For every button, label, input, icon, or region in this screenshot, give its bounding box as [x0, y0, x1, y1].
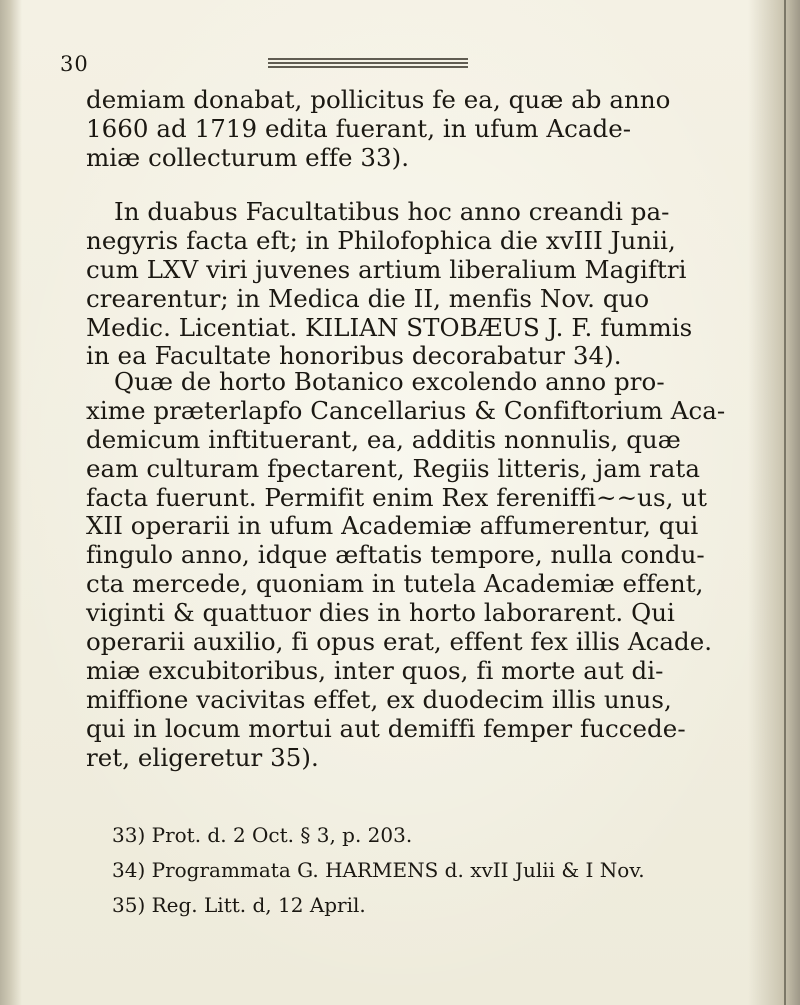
- text-line: 1660 ad 1719 edita fuerant, in ufum Acade-: [86, 113, 632, 143]
- text-line: xime præterlapfo Cancellarius & Confiftorium Aca-: [86, 395, 726, 425]
- text-line: miæ excubitoribus, inter quos, fi morte aut di-: [86, 655, 664, 685]
- text-line: cta mercede, quoniam in tutela Academiæ effent,: [86, 569, 704, 599]
- footnote: 35) Reg. Litt. d, 12 April.: [112, 893, 366, 917]
- footnote: 34) Programmata G. HARMENS d. xvII Julii & I Nov.: [112, 858, 645, 882]
- text-line: miæ collecturum effe 33).: [86, 142, 410, 172]
- header-ornament: [268, 58, 468, 68]
- page-edge-shadow: [748, 0, 800, 1005]
- page-number: 30: [60, 52, 89, 76]
- text-line: Medic. Licentiat. KILIAN STOBÆUS J. F. fummis: [86, 312, 693, 342]
- paragraph-3: [86, 368, 754, 772]
- text-line: negyris facta eft; in Philofophica die xvIII Junii,: [86, 225, 676, 255]
- text-line: viginti & quattuor dies in horto laborarent. Qui: [86, 598, 675, 628]
- text-line: demiam donabat, pollicitus fe ea, quæ ab anno: [86, 85, 671, 114]
- text-line: qui in locum mortui aut demiffi femper fuccede-: [86, 713, 686, 743]
- page-gutter-shadow: [0, 0, 22, 1005]
- text-line: fingulo anno, idque æftatis tempore, nulla condu-: [86, 540, 705, 570]
- text-line: in ea Facultate honoribus decorabatur 34).: [86, 341, 622, 371]
- text-line: facta fuerunt. Permifit enim Rex fereniffi~~us, ut: [86, 482, 708, 512]
- footnote: 33) Prot. d. 2 Oct. § 3, p. 203.: [112, 823, 413, 847]
- text-line: miffione vacivitas effet, ex duodecim illis unus,: [86, 684, 672, 714]
- text-line: XII operarii in ufum Academiæ affumerentur, qui: [86, 511, 699, 541]
- text-line: In duabus Facultatibus hoc anno creandi pa-: [114, 197, 670, 226]
- text-line: cum LXV viri juvenes artium liberalium Magiftri: [86, 254, 687, 284]
- page-edge-line: [784, 0, 786, 1005]
- paragraph-2: [86, 198, 754, 371]
- text-line: crearentur; in Medica die II, menfis Nov. quo: [86, 283, 650, 313]
- text-line: demicum inftituerant, ea, additis nonnulis, quæ: [86, 424, 681, 454]
- text-line: operarii auxilio, fi opus erat, effent fex illis Acade.: [86, 627, 713, 657]
- text-line: ret, eligeretur 35).: [86, 742, 319, 772]
- text-line: eam culturam fpectarent, Regiis litteris, jam rata: [86, 453, 700, 483]
- text-line: Quæ de horto Botanico excolendo anno pro-: [114, 367, 665, 396]
- paragraph-1: [86, 86, 754, 173]
- footnotes: [112, 818, 752, 923]
